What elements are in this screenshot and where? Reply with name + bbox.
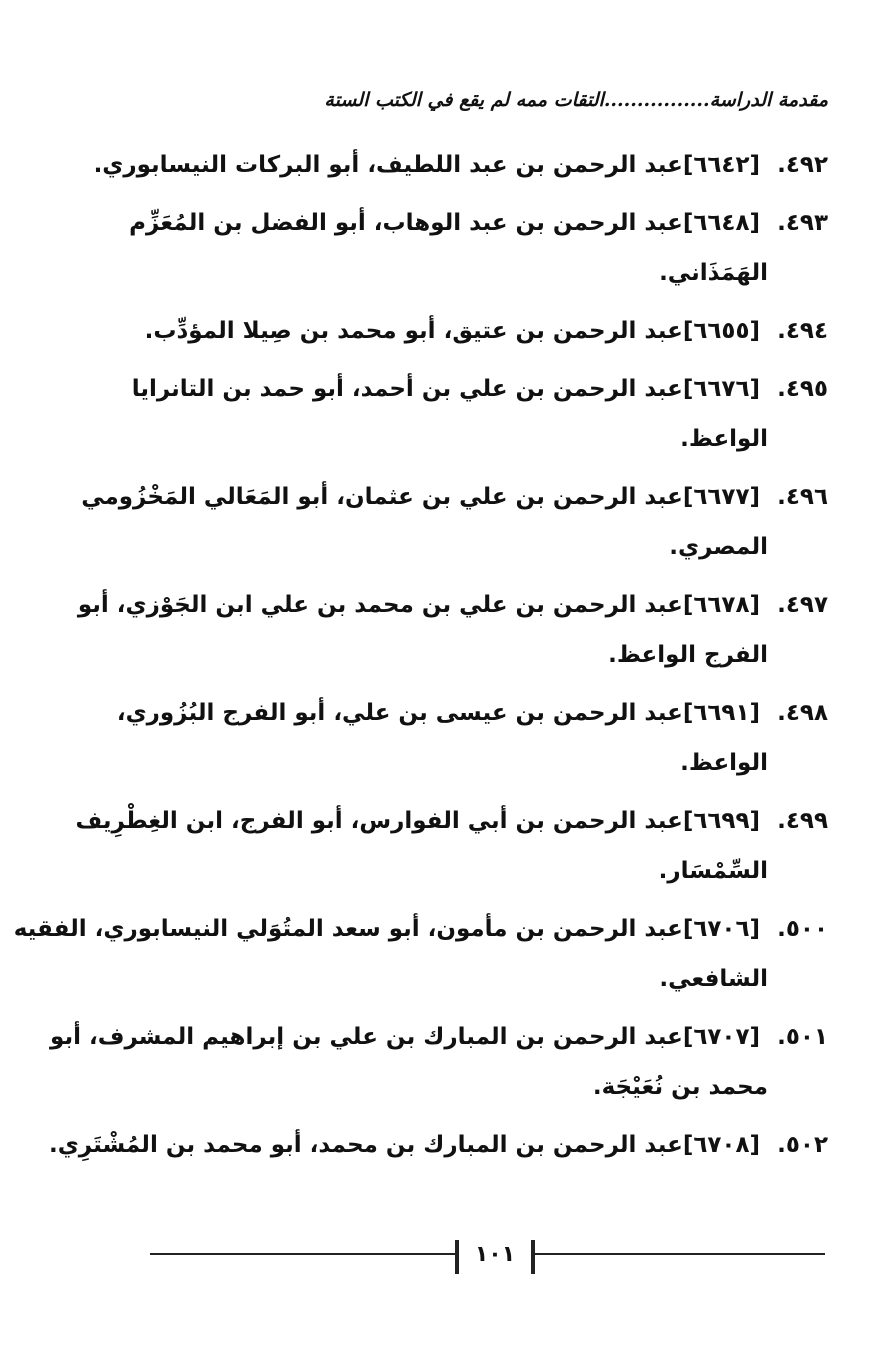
header-section-title: مقدمة الدراسة (709, 89, 828, 111)
header-dots: ................ (603, 89, 710, 111)
entry-text: عبد الرحمن بن مأمون، أبو سعد المتُوَلي النيسابوري، الفقيه (13, 916, 683, 942)
entry-continuation: الشافعي. (659, 966, 768, 992)
list-item (13, 904, 828, 1004)
entry-code: [٦٦٤٢] (682, 152, 760, 178)
entry-text: عبد الرحمن بن علي بن أحمد، أبو حمد بن التانرايا (131, 376, 683, 402)
entry-text: عبد الرحمن بن عتيق، أبو محمد بن صِيلا المؤدِّب. (144, 318, 683, 344)
entry-number: ٥٠١. (777, 1024, 828, 1050)
list-item (75, 796, 828, 896)
entry-code: [٦٧٠٦] (682, 916, 760, 942)
list-item (129, 198, 828, 298)
entry-code: [٦٦٩٩] (682, 808, 760, 834)
page-footer (150, 1240, 830, 1280)
list-item (116, 688, 828, 788)
entry-number: ٤٩٩. (777, 808, 828, 834)
entry-text: عبد الرحمن بن المبارك بن علي بن إبراهيم المشرف، أبو (50, 1024, 683, 1050)
list-item (131, 364, 828, 464)
entry-code: [٦٧٠٧] (682, 1024, 760, 1050)
page-number: ١٠١ (455, 1240, 535, 1274)
entry-number: ٤٩٦. (777, 484, 828, 510)
entry-code: [٦٦٧٧] (682, 484, 760, 510)
entry-number: ٥٠٠. (777, 916, 828, 942)
entry-number: ٤٩٧. (777, 592, 828, 618)
header-chapter-title: التقات ممه لم يقع في الكتب الستة (324, 89, 604, 111)
entry-text: عبد الرحمن بن عيسى بن علي، أبو الفرج البُزُوري، (116, 700, 683, 726)
entry-code: [٦٦٥٥] (682, 318, 760, 344)
list-item (48, 1120, 828, 1170)
entry-text: عبد الرحمن بن عبد اللطيف، أبو البركات النيسابوري. (93, 152, 683, 178)
entry-continuation: السِّمْسَار. (658, 858, 768, 884)
list-item (81, 472, 828, 572)
entry-number: ٤٩٢. (777, 152, 828, 178)
entry-number: ٤٩٣. (777, 210, 828, 236)
entry-number: ٤٩٥. (777, 376, 828, 402)
entry-text: عبد الرحمن بن علي بن محمد بن علي ابن الجَوْزي، أبو (77, 592, 683, 618)
list-item (93, 140, 828, 190)
footer-rule-left (150, 1253, 455, 1255)
entry-continuation: الواعظ. (680, 426, 768, 452)
list-item (144, 306, 828, 356)
entry-number: ٤٩٤. (777, 318, 828, 344)
entry-code: [٦٦٤٨] (682, 210, 760, 236)
list-item (77, 580, 828, 680)
entry-text: عبد الرحمن بن عبد الوهاب، أبو الفضل بن المُعَزِّم (129, 210, 683, 236)
entry-text: عبد الرحمن بن أبي الفوارس، أبو الفرج، ابن الغِطْرِيف (75, 808, 683, 834)
list-item (50, 1012, 828, 1112)
entry-text: عبد الرحمن بن علي بن عثمان، أبو المَعَالي المَخْزُومي (81, 484, 683, 510)
footer-rule-right (535, 1253, 825, 1255)
entry-text: عبد الرحمن بن المبارك بن محمد، أبو محمد بن المُشْتَرِي. (48, 1132, 683, 1158)
entry-continuation: محمد بن نُعَيْجَة. (592, 1074, 768, 1100)
entry-code: [٦٧٠٨] (682, 1132, 760, 1158)
entry-number: ٤٩٨. (777, 700, 828, 726)
entry-number: ٥٠٢. (777, 1132, 828, 1158)
entry-continuation: الهَمَذَاني. (659, 260, 768, 286)
entry-continuation: الفرج الواعظ. (608, 642, 768, 668)
running-header (160, 84, 828, 116)
entry-continuation: الواعظ. (680, 750, 768, 776)
entry-code: [٦٦٩١] (682, 700, 760, 726)
entry-continuation: المصري. (669, 534, 768, 560)
entry-list (13, 140, 828, 1178)
entry-code: [٦٦٧٨] (682, 592, 760, 618)
entry-code: [٦٦٧٦] (682, 376, 760, 402)
